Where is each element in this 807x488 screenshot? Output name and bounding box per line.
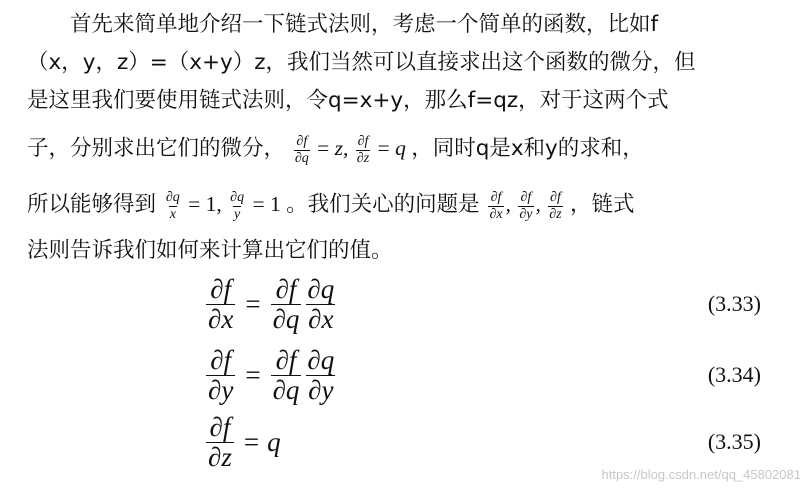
- paragraph: [27, 6, 787, 270]
- equation-number: (3.34): [707, 362, 761, 387]
- line-5-text-a: 所以能够得到: [27, 192, 157, 217]
- watermark: https://blog.csdn.net/qq_45802081: [601, 467, 801, 482]
- inline-math-targets: $\frac{\partial f}{\partial x}$ , $\frac{\partial f}{\partial y}$ , $\frac{\partial f}{\partial z}$: [489, 189, 562, 222]
- paragraph-line-4: [27, 120, 787, 176]
- paragraph-line-5: [27, 176, 787, 232]
- paragraph-line-3: 是这里我们要使用链式法则，令q=x+y，那么f=qz，对于这两个式: [27, 88, 669, 113]
- equation-3-33: $\frac{\partial f}{\partial x}$ = $\frac{\partial f}{\partial q}$ $\frac{\partial q}{\partial x}$: [208, 273, 335, 334]
- inline-math-partials-q: $\frac{\partial f}{\partial q}$ = z, $\frac{\partial f}{\partial z}$ = q: [294, 133, 412, 166]
- equation-3-34: $\frac{\partial f}{\partial y}$ = $\frac{\partial f}{\partial q}$ $\frac{\partial q}{\partial y}$: [208, 344, 335, 405]
- line-4-text-b: ，同时q是x和y的求和，: [411, 136, 644, 161]
- equation-3-35: $\frac{\partial f}{\partial z}$ = q: [208, 411, 281, 472]
- line-5-text-c: ，链式: [570, 192, 635, 217]
- inline-math-partials-xy: $\frac{\partial q}{x}$ = 1, $\frac{\partial q}{y}$ = 1: [165, 189, 281, 222]
- line-4-text-a: 子，分别求出它们的微分，: [27, 136, 286, 161]
- line-5-text-b: 。我们关心的问题是: [286, 192, 480, 217]
- equation-number: (3.35): [707, 429, 761, 454]
- equation-number: (3.33): [707, 291, 761, 316]
- paragraph-line-6: 法则告诉我们如何来计算出它们的值。: [27, 238, 393, 263]
- paragraph-line-2: （x，y，z）=（x+y）z，我们当然可以直接求出这个函数的微分，但: [27, 50, 696, 75]
- paragraph-line-1: 首先来简单地介绍一下链式法则，考虑一个简单的函数，比如f: [70, 12, 659, 37]
